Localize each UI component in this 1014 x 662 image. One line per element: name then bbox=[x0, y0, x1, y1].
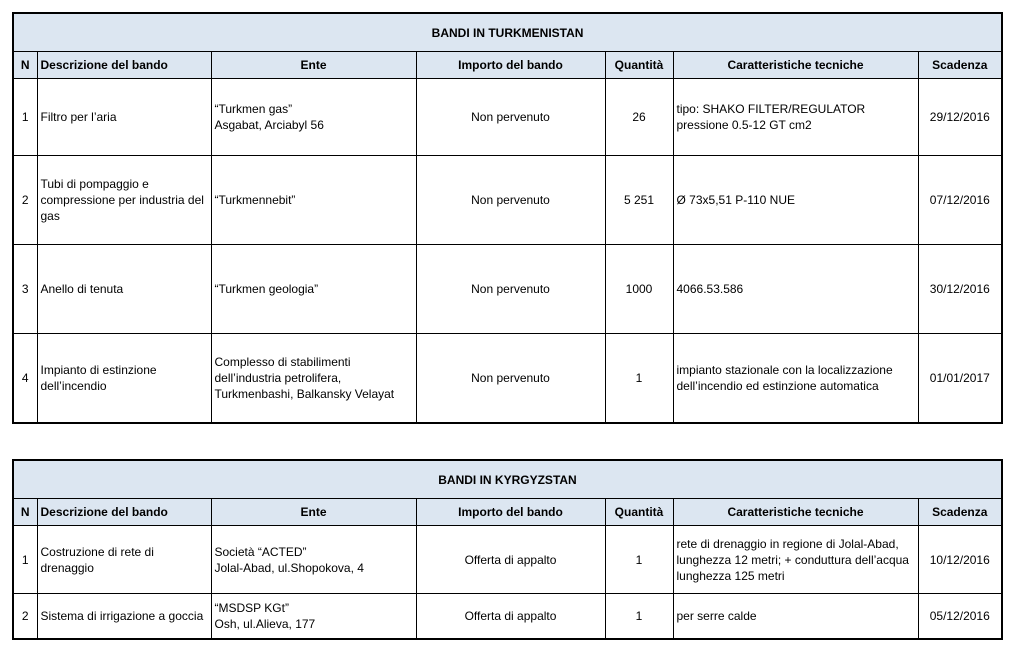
kyrgyzstan-table bbox=[12, 459, 1003, 640]
cell-scadenza: 10/12/2016 bbox=[918, 526, 1002, 594]
cell-descrizione: Costruzione di rete di drenaggio bbox=[37, 526, 211, 594]
cell-descrizione: Tubi di pompaggio e compressione per industria del gas bbox=[37, 156, 211, 245]
cell-n: 2 bbox=[13, 594, 37, 640]
cell-caratteristiche: rete di drenaggio in regione di Jolal-Abad, lunghezza 12 metri; + conduttura dell’acqua lunghezza 125 metri bbox=[673, 526, 918, 594]
cell-importo: Non pervenuto bbox=[416, 79, 605, 156]
col-ente-header: Ente bbox=[211, 499, 416, 526]
cell-n: 1 bbox=[13, 526, 37, 594]
header-row bbox=[13, 52, 1002, 79]
cell-importo: Non pervenuto bbox=[416, 334, 605, 424]
table-row bbox=[13, 245, 1002, 334]
col-caratteristiche-header: Caratteristiche tecniche bbox=[673, 52, 918, 79]
cell-descrizione: Impianto di estinzione dell’incendio bbox=[37, 334, 211, 424]
table-row bbox=[13, 334, 1002, 424]
table-row bbox=[13, 156, 1002, 245]
cell-ente: “Turkmen gas” Asgabat, Arciabyl 56 bbox=[211, 79, 416, 156]
cell-ente: “Turkmen geologia” bbox=[211, 245, 416, 334]
cell-caratteristiche: Ø 73x5,51 P-110 NUE bbox=[673, 156, 918, 245]
table-row bbox=[13, 79, 1002, 156]
cell-quantita: 1 bbox=[605, 334, 673, 424]
cell-importo: Offerta di appalto bbox=[416, 594, 605, 640]
cell-importo: Offerta di appalto bbox=[416, 526, 605, 594]
cell-caratteristiche: per serre calde bbox=[673, 594, 918, 640]
col-importo-header: Importo del bando bbox=[416, 499, 605, 526]
col-caratteristiche-header: Caratteristiche tecniche bbox=[673, 499, 918, 526]
table-row bbox=[13, 594, 1002, 640]
cell-descrizione: Sistema di irrigazione a goccia bbox=[37, 594, 211, 640]
cell-quantita: 1 bbox=[605, 594, 673, 640]
cell-ente: Società “ACTED” Jolal-Abad, ul.Shopokova, 4 bbox=[211, 526, 416, 594]
cell-quantita: 1000 bbox=[605, 245, 673, 334]
cell-scadenza: 07/12/2016 bbox=[918, 156, 1002, 245]
cell-importo: Non pervenuto bbox=[416, 245, 605, 334]
turkmenistan-table bbox=[12, 12, 1003, 424]
cell-descrizione: Filtro per l’aria bbox=[37, 79, 211, 156]
cell-n: 2 bbox=[13, 156, 37, 245]
col-importo-header: Importo del bando bbox=[416, 52, 605, 79]
cell-quantita: 1 bbox=[605, 526, 673, 594]
col-quantita-header: Quantità bbox=[605, 52, 673, 79]
cell-scadenza: 30/12/2016 bbox=[918, 245, 1002, 334]
cell-quantita: 26 bbox=[605, 79, 673, 156]
cell-descrizione: Anello di tenuta bbox=[37, 245, 211, 334]
cell-n: 3 bbox=[13, 245, 37, 334]
table-title: BANDI IN KYRGYZSTAN bbox=[13, 460, 1002, 499]
cell-ente: “Turkmennebit” bbox=[211, 156, 416, 245]
cell-caratteristiche: 4066.53.586 bbox=[673, 245, 918, 334]
col-ente-header: Ente bbox=[211, 52, 416, 79]
col-descrizione-header: Descrizione del bando bbox=[37, 52, 211, 79]
cell-importo: Non pervenuto bbox=[416, 156, 605, 245]
cell-caratteristiche: tipo: SHAKO FILTER/REGULATOR pressione 0.5-12 GT cm2 bbox=[673, 79, 918, 156]
cell-caratteristiche: impianto stazionale con la localizzazione dell’incendio ed estinzione automatica bbox=[673, 334, 918, 424]
cell-n: 1 bbox=[13, 79, 37, 156]
cell-scadenza: 29/12/2016 bbox=[918, 79, 1002, 156]
cell-scadenza: 01/01/2017 bbox=[918, 334, 1002, 424]
col-descrizione-header: Descrizione del bando bbox=[37, 499, 211, 526]
cell-ente: Complesso di stabilimenti dell’industria petrolifera, Turkmenbashi, Balkansky Velayat bbox=[211, 334, 416, 424]
cell-scadenza: 05/12/2016 bbox=[918, 594, 1002, 640]
col-n-header: N bbox=[13, 52, 37, 79]
cell-quantita: 5 251 bbox=[605, 156, 673, 245]
col-quantita-header: Quantità bbox=[605, 499, 673, 526]
header-row bbox=[13, 499, 1002, 526]
table-row bbox=[13, 526, 1002, 594]
col-scadenza-header: Scadenza bbox=[918, 52, 1002, 79]
cell-ente: “MSDSP KGt” Osh, ul.Alieva, 177 bbox=[211, 594, 416, 640]
cell-n: 4 bbox=[13, 334, 37, 424]
table-title: BANDI IN TURKMENISTAN bbox=[13, 13, 1002, 52]
col-scadenza-header: Scadenza bbox=[918, 499, 1002, 526]
col-n-header: N bbox=[13, 499, 37, 526]
